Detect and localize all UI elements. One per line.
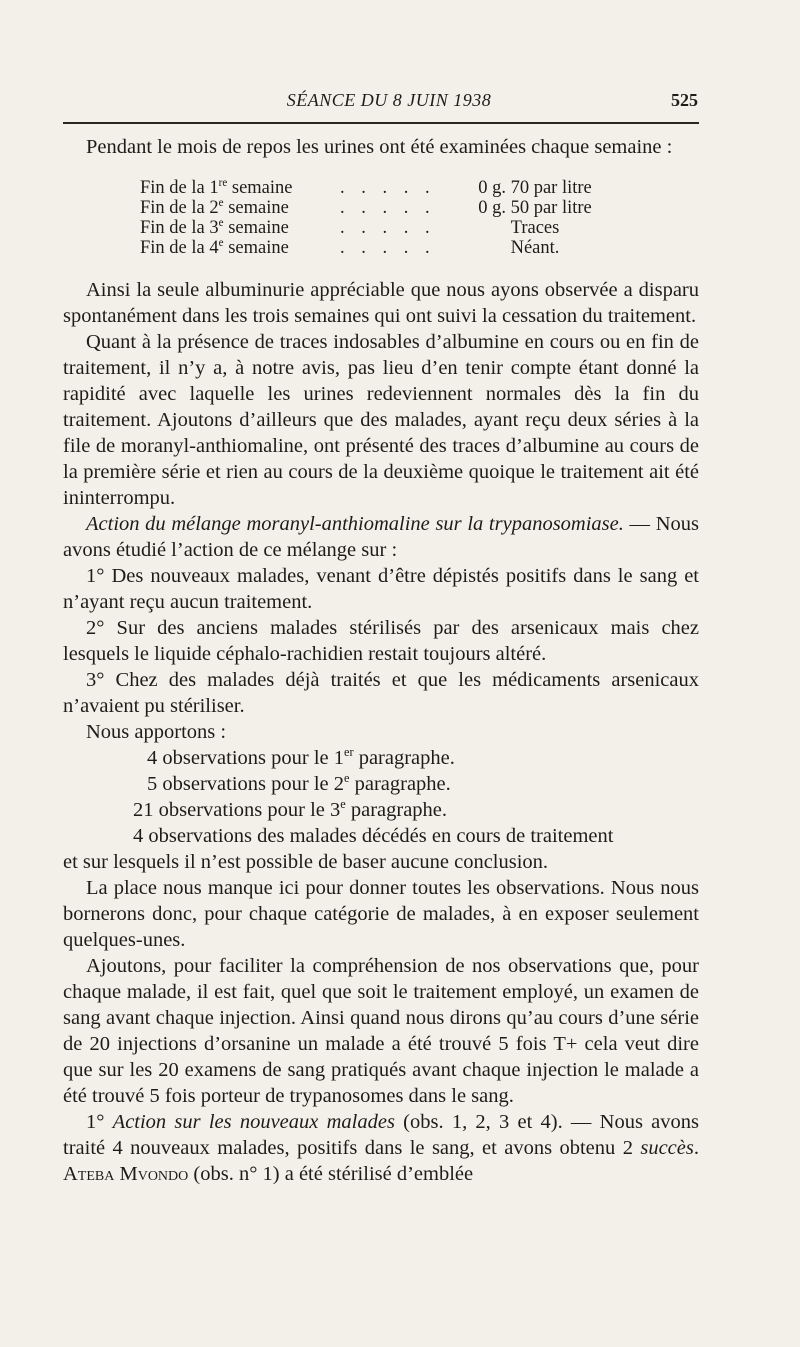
week-label: Fin de la 1re semaine: [140, 176, 293, 198]
paragraph-albuminuria: Ainsi la seule albuminurie appréciable que nous ayons observée a disparu spontanément dans les trois semaines qui ont suivi la cessation du traitement.: [63, 279, 699, 327]
observation-line: 5 observations pour le 2e paragraphe.: [147, 771, 451, 795]
paragraph-conclusion-line: et sur lesquels il n’est possible de baser aucune conclusion.: [63, 851, 549, 873]
paragraph-traces: Quant à la présence de traces indosables d’albumine en cours ou en fin de traitement, il n’y a, à notre avis, pas lieu d’en tenir compte étant donné la rapidité avec laquelle les urines redeviennent normales dès la fin du traitement. Ajoutons d’ailleurs que des malades, ayant reçu deux séries à la file de moranyl-anthiomaline, ont présenté des traces d’albumine au cours de la première série et rien au cours de la deuxième quoique le traitement ait été ininterrompu.: [63, 331, 699, 509]
running-title: SÉANCE DU 8 JUIN 1938: [286, 90, 492, 110]
week-label: Fin de la 3e semaine: [140, 216, 289, 238]
week-row: [140, 198, 610, 218]
section-intro: — Nous avons étudié l’action de ce mélange sur :: [63, 513, 699, 561]
week-value: 0 g. 50 par litre: [478, 198, 592, 218]
week-row: [140, 218, 610, 238]
paragraph-action-heading: [63, 511, 699, 563]
paragraph-nous-apportons: Nous apportons :: [86, 721, 227, 743]
paragraph-place: La place nous manque ici pour donner toutes les observations. Nous nous bornerons donc, pour chaque catégorie de malades, à en exposer seulement quelques-unes.: [63, 877, 699, 951]
new-patients-text: (obs. 1, 2, 3 et 4). — Nous avons traité 4 nouveaux malades, positifs dans le sang, et avons obtenu 2: [63, 1111, 699, 1159]
week-value: Néant.: [510, 238, 560, 258]
page-number: 525: [671, 90, 698, 110]
new-patients-number: 1°: [86, 1111, 113, 1133]
observation-line: 4 observations pour le 1er paragraphe.: [147, 745, 455, 769]
patient-text: (obs. n° 1) a été stérilisé d’emblée: [188, 1163, 474, 1185]
leader-dots: . . . . .: [340, 218, 436, 238]
new-patients-title: Action sur les nouveaux malades: [112, 1111, 395, 1133]
leader-dots: . . . . .: [340, 238, 436, 258]
section-title: Action du mélange moranyl-anthiomaline sur la trypanosomiase.: [86, 513, 624, 535]
header-rule: [63, 122, 699, 124]
paragraph-item-3: 3° Chez des malades déjà traités et que les médicaments arsenicaux n’avaient pu stériliser.: [63, 669, 699, 717]
week-label: Fin de la 4e semaine: [140, 236, 289, 258]
week-value: 0 g. 70 par litre: [478, 178, 592, 198]
patient-name: Ateba Mvondo: [63, 1163, 189, 1185]
week-row: [140, 178, 610, 198]
week-row: [140, 238, 610, 258]
week-label: Fin de la 2e semaine: [140, 196, 289, 218]
paragraph-comprehension: Ajoutons, pour faciliter la compréhension de nos observations que, pour chaque malade, il est fait, quel que soit le traitement employé, un examen de sang avant chaque injection. Ainsi quand nous dirons qu’au cours d’une série de 20 injections d’orsanine un malade a été trouvé 5 fois T+ cela veut dire que sur les 20 examens de sang pratiqués avant chaque injection le malade a été trouvé 5 fois porteur de trypanosomes dans le sang.: [63, 955, 699, 1107]
paragraph-new-patients: [63, 1109, 699, 1187]
observations-list: [63, 745, 699, 849]
success-word: succès: [640, 1137, 694, 1159]
week-value: Traces: [510, 218, 560, 238]
page-body: [63, 134, 699, 1187]
paragraph-item-2: 2° Sur des anciens malades stérilisés par des arsenicaux mais chez lesquels le liquide céphalo-rachidien restait toujours altéré.: [63, 617, 699, 665]
observation-line: 21 observations pour le 3e paragraphe.: [133, 797, 448, 821]
paragraph-item-1: 1° Des nouveaux malades, venant d’être dépistés positifs dans le sang et n’ayant reçu aucun traitement.: [63, 565, 699, 613]
period: .: [693, 1137, 699, 1159]
observation-line: 4 observations des malades décédés en cours de traitement: [133, 825, 614, 847]
leader-dots: . . . . .: [340, 178, 436, 198]
intro-paragraph: Pendant le mois de repos les urines ont été examinées chaque semaine :: [86, 136, 673, 158]
leader-dots: . . . . .: [340, 198, 436, 218]
albumin-week-table: [140, 178, 610, 258]
